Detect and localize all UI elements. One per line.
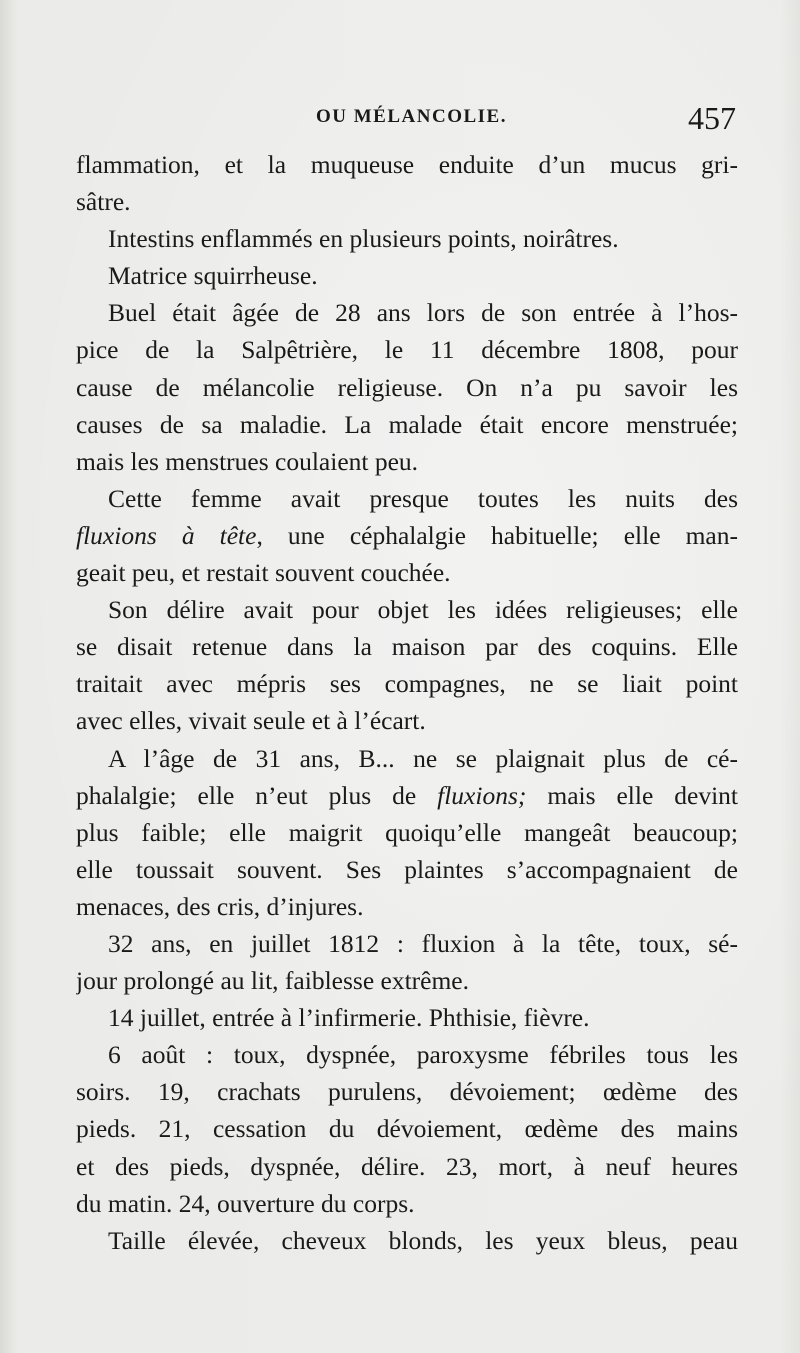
text-line: elle toussait souvent. Ses plaintes s’accompagnaient de [76,854,738,884]
page-number: 457 [688,100,736,136]
running-head-title: OU MÉLANCOLIE. [316,106,507,127]
text-line: Taille élevée, cheveux blonds, les yeux bleus, peau [108,1225,738,1255]
running-head [76,100,738,140]
text-line: 32 ans, en juillet 1812 : fluxion à la tête, toux, sé- [108,928,738,958]
text-line: causes de sa maladie. La malade était encore menstruée; [76,409,738,439]
text-line: flammation, et la muqueuse enduite d’un mucus gri- [76,150,738,179]
text-line: et des pieds, dyspnée, délire. 23, mort, à neuf heures [76,1151,738,1181]
text-line: sâtre. [76,187,131,217]
text-line: du matin. 24, ouverture du corps. [76,1188,415,1218]
text-line: Son délire avait pour objet les idées religieuses; elle [108,595,738,625]
text-line: avec elles, vivait seule et à l’écart. [76,706,426,736]
text-line [76,777,738,814]
text-line: jour prolongé au lit, faiblesse extrême. [76,966,469,996]
text-line [76,517,738,554]
text-line: Matrice squirrheuse. [108,261,318,291]
text-line: menaces, des cris, d’injures. [76,891,364,921]
text-span: , une céphalalgie habituelle; elle man- [256,520,738,550]
text-line: A l’âge de 31 ans, B... ne se plaignait plus de cé- [108,743,738,773]
text-line: traitait avec mépris ses compagnes, ne se liait point [76,669,738,699]
text-line: 6 août : toux, dyspnée, paroxysme fébriles tous les [108,1040,738,1070]
text-line: geait peu, et restait souvent couchée. [76,558,451,588]
text-line: pice de la Salpêtrière, le 11 décembre 1808, pour [76,335,738,365]
text-span: mais elle devint [526,780,738,810]
text-line: plus faible; elle maigrit quoiqu’elle mangeât beaucoup; [76,817,738,847]
text-line: mais les menstrues coulaient peu. [76,446,419,476]
text-line: Intestins enflammés en plusieurs points, noirâtres. [108,224,619,254]
text-line: Buel était âgée de 28 ans lors de son entrée à l’hos- [108,298,738,328]
italic-text: fluxions; [437,780,527,810]
text-span: phalalgie; elle n’eut plus de [76,780,438,810]
text-line: se disait retenue dans la maison par des coquins. Elle [76,632,738,662]
text-line: Cette femme avait presque toutes les nuits des [108,483,738,513]
italic-text: fluxions à tête [76,520,257,550]
body-text [76,146,738,1259]
text-line: pieds. 21, cessation du dévoiement, œdème des mains [76,1114,738,1144]
text-line: cause de mélancolie religieuse. On n’a pu savoir les [76,372,738,402]
text-line: 14 juillet, entrée à l’infirmerie. Phthisie, fièvre. [108,1003,590,1033]
text-line: soirs. 19, crachats purulens, dévoiement; œdème des [76,1077,738,1107]
